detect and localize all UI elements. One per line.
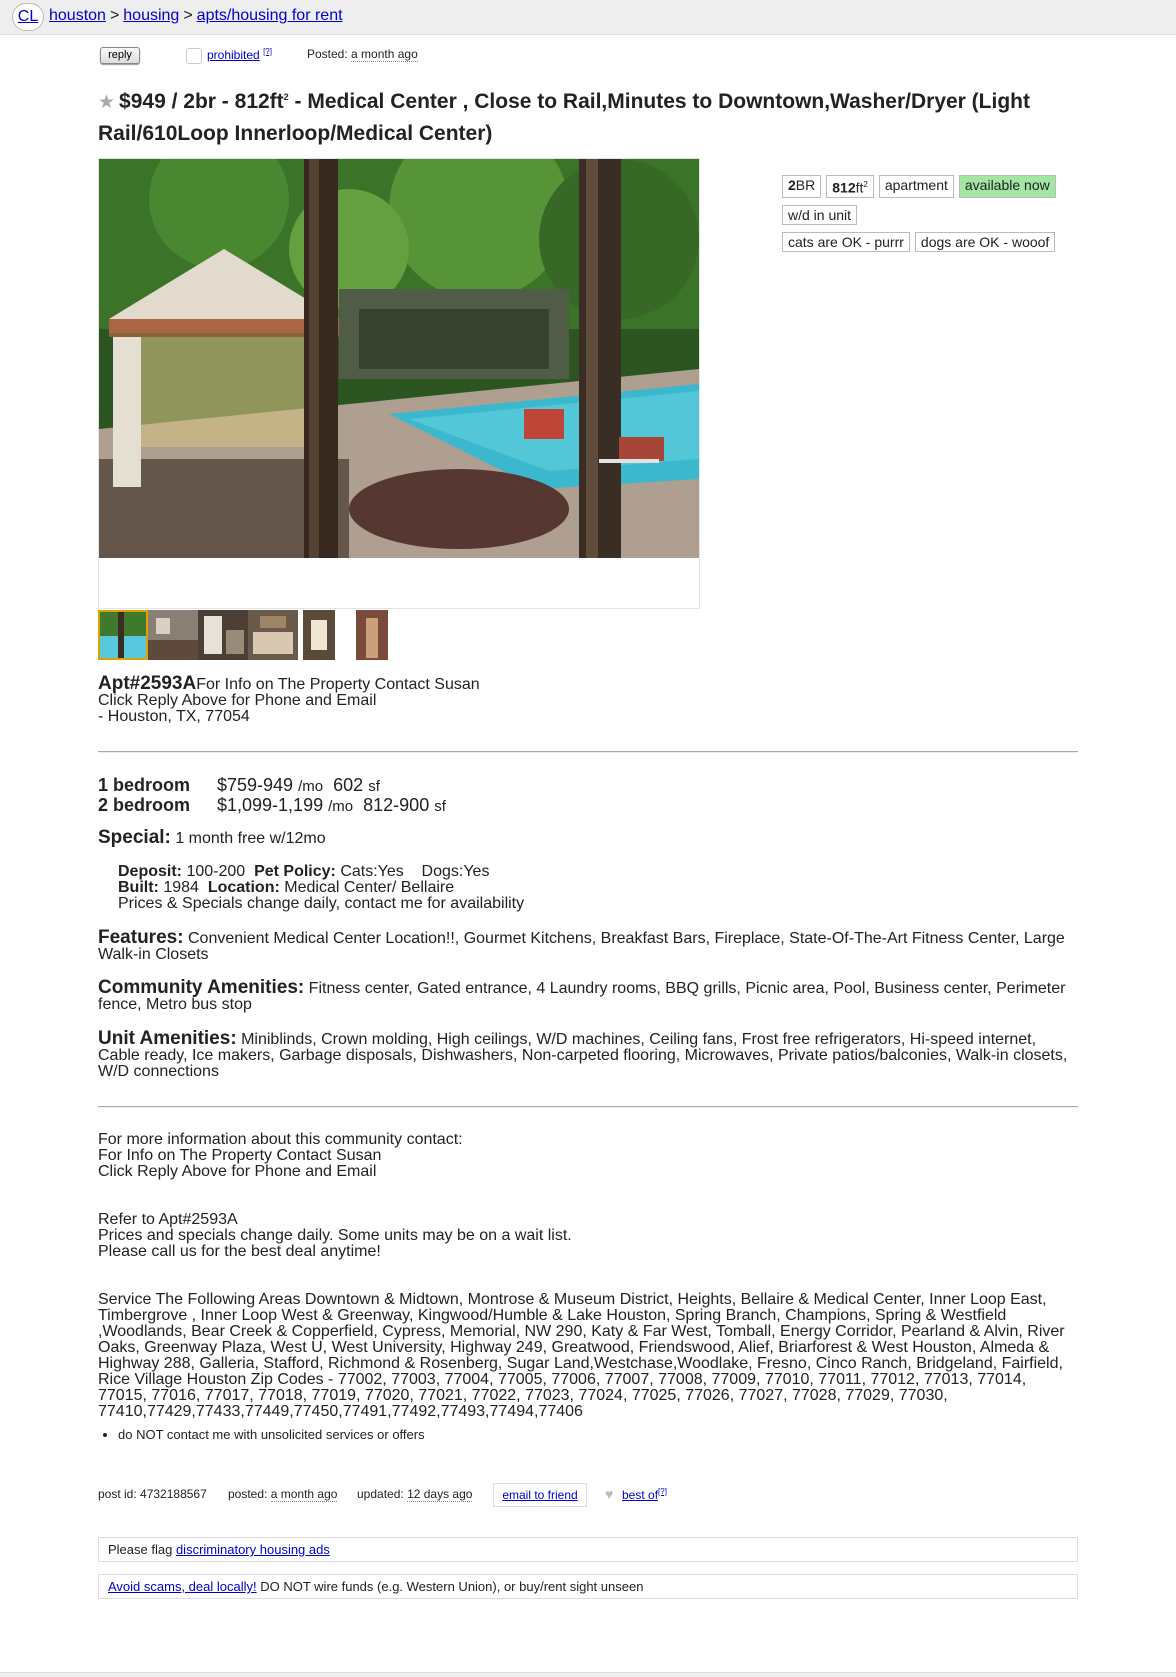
breadcrumb-separator: > (109, 7, 120, 24)
posted-date (307, 47, 418, 61)
pool-gazebo-photo (99, 159, 699, 558)
main-photo[interactable] (99, 159, 699, 558)
reply-button[interactable]: reply (100, 47, 140, 64)
craigslist-logo-link[interactable]: CL (12, 3, 44, 31)
heart-icon[interactable]: ♥ (605, 1486, 614, 1502)
breadcrumb-housing-link[interactable]: housing (123, 7, 180, 24)
post-id: post id: 4732188567 (98, 1487, 207, 1501)
unit-row: 2 bedroom $1,099-1,199 /mo 812-900 sf (98, 795, 446, 815)
attribute-group (782, 175, 1082, 259)
updated-info: updated: 12 days ago (357, 1487, 473, 1501)
thumbnail-1[interactable] (98, 610, 148, 660)
prohibited-help-link[interactable]: [?] (263, 47, 272, 56)
unit-row: 1 bedroom $759-949 /mo 602 sf (98, 775, 380, 795)
property-details: Deposit: 100-200 Pet Policy: Cats:Yes Dogs:Yes Built: 1984 Location: Medical Center/ Bellaire Prices & Specials change daily, contact me for availability (118, 863, 525, 912)
title-bedrooms: 2br (183, 90, 216, 113)
flag-notice: Please flag discriminatory housing ads (98, 1537, 1078, 1562)
attr-bedrooms: 2BR (782, 175, 821, 198)
apt-number: Apt#2593A (98, 673, 197, 694)
divider (98, 1106, 1078, 1108)
features-section: Features: Convenient Medical Center Location!!, Gourmet Kitchens, Breakfast Bars, Fireplace, State-Of-The-Art Fitness Center, Large Walk-in Closets (98, 927, 1065, 963)
title-size: 812ft (234, 90, 284, 113)
thumbnail-hallway-image (356, 610, 388, 660)
special-offer: Special: 1 month free w/12mo (98, 827, 326, 848)
thumbnail-living-room-image (148, 610, 198, 660)
thumbnail-kitchen-image (198, 610, 248, 660)
intro-location: - Houston, TX, 77054 (98, 708, 250, 725)
thumbnail-5[interactable] (303, 610, 335, 660)
breadcrumb-separator: > (183, 7, 193, 24)
prohibited-link[interactable]: prohibited (207, 48, 260, 62)
thumbnail-bedroom-image (248, 610, 298, 660)
favorite-star-icon[interactable]: ★ (98, 92, 116, 113)
breadcrumb (49, 7, 343, 25)
footer-line (0, 1672, 1176, 1677)
avoid-scams-link[interactable]: Avoid scams, deal locally! (108, 1579, 257, 1594)
posted-value: a month ago (351, 47, 418, 61)
service-areas: Service The Following Areas Downtown & Midtown, Montrose & Museum District, Heights, Bellaire & Medical Center, Inner Loop East, Timbergrove , Inner Loop West & Greenway, Kingwood/Humble & Lake Houston, Spring Branch, Champions, Spring & Westfield ,Woodlands, Bear Creek & Copperfield, Cypress, Memorial, NW 290, Katy & Far West, Tomball, Energy Corridor, Pearland & Alvin, River Oaks, Greenway Plaza, West U, West University, Highway 249, Greatwood, Friendswood, Alief, Briarforest & West Houston, Almeda & Highway 288, Galleria, Stafford, Richmond & Rosenberg, Sugar Land,Westchase,Woodlake, Fresno, Cinco Ranch, Bridgeland, Fairfield, Rice Village Houston Zip Codes - 77002, 77003, 77004, 77005, 77006, 77007, 77008, 77009, 77010, 77011, 77012, 77013, 77014, 77015, 77016, 77017, 77018, 77019, 77020, 77021, 77022, 77023, 77024, 77025, 77026, 77027, 77028, 77029, 77030, 77410,77429,77433,77449,77450,77491,77492,77493,77494,77406 (98, 1291, 1065, 1420)
unit-pricing-table (98, 776, 446, 816)
posting-intro (98, 673, 1078, 725)
attr-sqft: $812ft^2$ (826, 175, 874, 198)
best-of (622, 1487, 667, 1502)
breadcrumb-category-link[interactable]: apts/housing for rent (196, 7, 343, 24)
refer-info: Refer to Apt#2593A Prices and specials change daily. Some units may be on a wait list. Please call us for the best deal anytime! (98, 1211, 572, 1260)
scam-notice: Avoid scams, deal locally! DO NOT wire funds (e.g. Western Union), or buy/rent sight unseen (98, 1574, 1078, 1599)
attr-availability: available now (959, 175, 1056, 198)
email-to-friend-button[interactable] (493, 1483, 587, 1507)
discriminatory-housing-link[interactable]: discriminatory housing ads (175, 1542, 330, 1557)
post-info-bar (98, 1483, 798, 1507)
attr-housing-type: apartment (879, 175, 954, 198)
divider (98, 751, 1078, 753)
breadcrumb-city-link[interactable]: houston (49, 7, 106, 24)
attr-cats: cats are OK - purrr (782, 232, 910, 252)
unit-amenities-section: Unit Amenities: Miniblinds, Crown molding, High ceilings, W/D machines, Ceiling fans, Frost free refrigerators, Hi-speed internet, Cable ready, Ice makers, Garbage disposals, Dishwashers, Non-carpeted flooring, Microwaves, Private patios/balconies, Walk-in closets, W/D connections (98, 1028, 1068, 1080)
thumbnail-pool-image (100, 612, 146, 658)
notice-item: • do NOT contact me with unsolicited services or offers (118, 1427, 425, 1442)
image-gallery[interactable] (98, 158, 700, 609)
title-text: - Medical Center , Close to Rail,Minutes to Downtown,Washer/Dryer (Light Rail/610Loop Innerloop/Medical Center) (98, 90, 1030, 145)
posting-title: ★ $949 / $2br - 812ft^2$ - Medical Center , Close to Rail,Minutes to Downtown,Washer/Dryer (Light Rail/610Loop Innerloop/Medical Center) (98, 90, 1030, 145)
flag-checkbox[interactable] (186, 48, 202, 64)
title-size-sup: 2 (283, 92, 289, 102)
posted-info: posted: a month ago (228, 1487, 338, 1501)
top-bar (0, 0, 1176, 35)
community-amenities-section: Community Amenities: Fitness center, Gated entrance, 4 Laundry rooms, BBQ grills, Picnic area, Pool, Business center, Perimeter fence, Metro bus stop (98, 977, 1066, 1013)
thumbnail-3[interactable] (198, 610, 248, 660)
intro-reply-line: Click Reply Above for Phone and Email (98, 692, 377, 709)
intro-contact: For Info on The Property Contact Susan (196, 676, 480, 693)
attr-laundry: w/d in unit (782, 205, 857, 225)
attr-dogs: dogs are OK - wooof (915, 232, 1055, 252)
thumbnail-2[interactable] (148, 610, 198, 660)
thumbnail-bathroom-image (303, 610, 335, 660)
best-of-help-link[interactable]: [?] (658, 1487, 667, 1496)
best-of-link[interactable]: best of (622, 1488, 659, 1502)
email-to-friend-link[interactable]: email to friend (502, 1488, 578, 1502)
notices-list (98, 1427, 425, 1442)
title-price: $949 (119, 90, 166, 113)
more-info: For more information about this community contact: For Info on The Property Contact Susan Click Reply Above for Phone and Email (98, 1131, 463, 1180)
posted-label: Posted: (307, 47, 348, 61)
prohibited-flag (207, 47, 272, 62)
thumbnail-6[interactable] (356, 610, 388, 660)
thumbnail-4[interactable] (248, 610, 298, 660)
